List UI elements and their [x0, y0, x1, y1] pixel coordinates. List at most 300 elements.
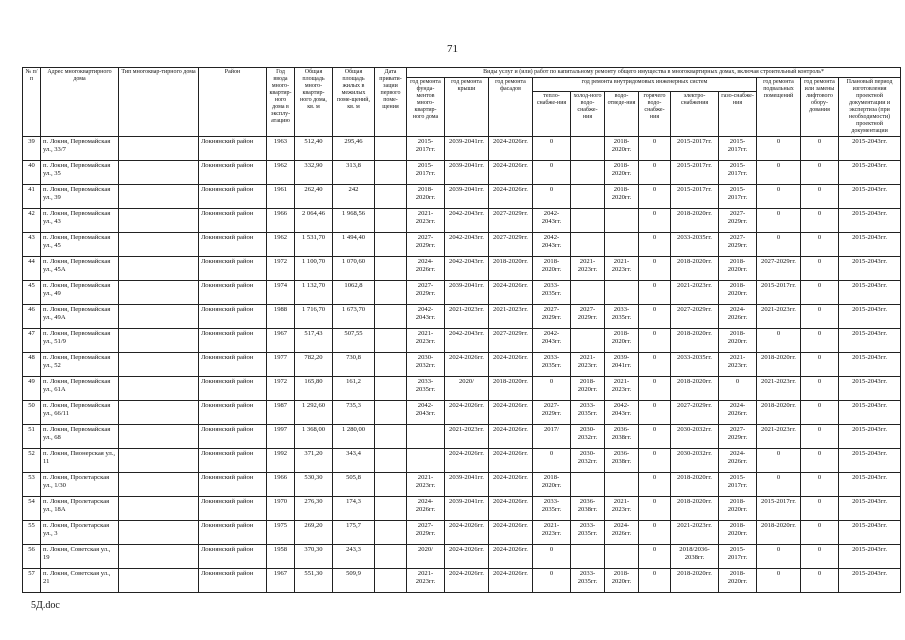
row-heat: 0 [533, 545, 571, 569]
row-district: Локнянский район [199, 329, 267, 353]
table-row [23, 161, 901, 185]
header-internal-systems: год ремонта внутридомовых инженерных систем [533, 78, 757, 92]
row-heat: 0 [533, 161, 571, 185]
row-total-area: 262,40 [295, 185, 333, 209]
row-privatization [375, 257, 407, 281]
row-basement: 2018-2020гг. [757, 521, 801, 545]
row-cold-water: 2021-2023гг. [571, 353, 605, 377]
header-fund-repair: год ремонта фунда-ментов много-квартир-ного дома [407, 78, 445, 137]
row-fund-repair: 2021-2023гг. [407, 473, 445, 497]
row-heat: 0 [533, 185, 571, 209]
table-row [23, 137, 901, 161]
row-address: п. Локня, Первомайская ул., 35 [41, 161, 119, 185]
row-basement: 2021-2023гг. [757, 305, 801, 329]
row-address: п. Локня, Первомайская ул., 39 [41, 185, 119, 209]
row-cold-water [571, 545, 605, 569]
row-gas: 2018-2020гг. [719, 281, 757, 305]
row-roof-repair: 2042-2043гг. [445, 329, 489, 353]
row-district: Локнянский район [199, 473, 267, 497]
row-roof-repair: 2039-2041гг. [445, 473, 489, 497]
row-elevator: 0 [801, 497, 839, 521]
row-drainage: 2018-2020гг. [605, 329, 639, 353]
row-number: 53 [23, 473, 41, 497]
row-basement: 0 [757, 209, 801, 233]
row-elevator: 0 [801, 137, 839, 161]
row-basement: 0 [757, 569, 801, 593]
row-cold-water [571, 161, 605, 185]
row-cold-water [571, 281, 605, 305]
footer-filename: 5Д.doc [31, 600, 60, 611]
row-living-area: 175,7 [333, 521, 375, 545]
header-drainage: водо-отведе-ния [605, 92, 639, 137]
row-hot-water: 0 [639, 353, 671, 377]
table-row [23, 497, 901, 521]
row-facade-repair: 2024-2026гг. [489, 425, 533, 449]
row-drainage: 2021-2023гг. [605, 497, 639, 521]
row-privatization [375, 137, 407, 161]
row-privatization [375, 377, 407, 401]
row-drainage: 2018-2020гг. [605, 137, 639, 161]
row-drainage: 2021-2023гг. [605, 257, 639, 281]
header-cold-water: холод-ного водо-снабже-ния [571, 92, 605, 137]
row-hot-water: 0 [639, 497, 671, 521]
row-basement: 0 [757, 233, 801, 257]
row-living-area: 174,3 [333, 497, 375, 521]
row-living-area: 161,2 [333, 377, 375, 401]
row-number: 45 [23, 281, 41, 305]
row-number: 42 [23, 209, 41, 233]
row-living-area: 343,4 [333, 449, 375, 473]
row-year: 1972 [267, 257, 295, 281]
row-district: Локнянский район [199, 257, 267, 281]
row-electro: 2030-2032гг. [671, 449, 719, 473]
row-fund-repair: 2024-2026гг. [407, 497, 445, 521]
row-hot-water: 0 [639, 473, 671, 497]
row-privatization [375, 281, 407, 305]
row-house-type [119, 233, 199, 257]
row-gas: 2018-2020гг. [719, 329, 757, 353]
row-fund-repair: 2030-2032гг. [407, 353, 445, 377]
row-gas: 2018-2020гг. [719, 521, 757, 545]
row-electro: 2018-2020гг. [671, 257, 719, 281]
row-drainage: 2018-2020гг. [605, 161, 639, 185]
row-gas: 2024-2026гг. [719, 401, 757, 425]
row-year: 1987 [267, 401, 295, 425]
row-district: Локнянский район [199, 353, 267, 377]
row-planned: 2015-2043гг. [839, 353, 901, 377]
row-roof-repair: 2021-2023гг. [445, 305, 489, 329]
row-privatization [375, 545, 407, 569]
row-cold-water: 2030-2032гг. [571, 449, 605, 473]
row-number: 49 [23, 377, 41, 401]
row-number: 56 [23, 545, 41, 569]
page-number: 71 [447, 43, 458, 55]
row-year: 1963 [267, 137, 295, 161]
row-planned: 2015-2043гг. [839, 545, 901, 569]
row-living-area: 243,3 [333, 545, 375, 569]
row-heat: 2018-2020гг. [533, 473, 571, 497]
row-planned: 2015-2043гг. [839, 233, 901, 257]
row-heat: 0 [533, 137, 571, 161]
row-planned: 2015-2043гг. [839, 329, 901, 353]
row-hot-water: 0 [639, 257, 671, 281]
row-year: 1974 [267, 281, 295, 305]
header-district: Район [199, 68, 267, 137]
table-row [23, 449, 901, 473]
row-electro: 2033-2035гг. [671, 233, 719, 257]
row-living-area: 313,8 [333, 161, 375, 185]
row-hot-water: 0 [639, 425, 671, 449]
row-roof-repair: 2042-2043гг. [445, 209, 489, 233]
row-basement: 2027-2029гг. [757, 257, 801, 281]
row-elevator: 0 [801, 209, 839, 233]
row-planned: 2015-2043гг. [839, 137, 901, 161]
row-total-area: 1 368,00 [295, 425, 333, 449]
row-year: 1961 [267, 185, 295, 209]
row-number: 55 [23, 521, 41, 545]
row-year: 1988 [267, 305, 295, 329]
row-cold-water [571, 185, 605, 209]
row-total-area: 332,90 [295, 161, 333, 185]
row-hot-water: 0 [639, 377, 671, 401]
header-heat: тепло-снабже-ния [533, 92, 571, 137]
row-district: Локнянский район [199, 281, 267, 305]
row-fund-repair: 2021-2023гг. [407, 209, 445, 233]
row-basement: 0 [757, 185, 801, 209]
row-electro: 2030-2032гг. [671, 425, 719, 449]
row-cold-water: 2021-2023гг. [571, 257, 605, 281]
row-address: п. Локня, Первомайская ул., 33/7 [41, 137, 119, 161]
row-house-type [119, 425, 199, 449]
row-number: 54 [23, 497, 41, 521]
row-facade-repair: 2024-2026гг. [489, 401, 533, 425]
table-row [23, 377, 901, 401]
row-hot-water: 0 [639, 401, 671, 425]
row-elevator: 0 [801, 449, 839, 473]
row-number: 39 [23, 137, 41, 161]
row-house-type [119, 209, 199, 233]
row-electro: 2021-2023гг. [671, 281, 719, 305]
row-drainage: 2039-2041гг. [605, 353, 639, 377]
row-cold-water: 2036-2038гг. [571, 497, 605, 521]
row-elevator: 0 [801, 257, 839, 281]
row-roof-repair: 2039-2041гг. [445, 281, 489, 305]
row-total-area: 551,30 [295, 569, 333, 593]
row-year: 1966 [267, 473, 295, 497]
row-year: 1977 [267, 353, 295, 377]
row-basement: 0 [757, 545, 801, 569]
row-electro: 2018-2020гг. [671, 209, 719, 233]
row-basement: 0 [757, 161, 801, 185]
row-basement: 0 [757, 449, 801, 473]
row-elevator: 0 [801, 545, 839, 569]
row-elevator: 0 [801, 233, 839, 257]
row-district: Локнянский район [199, 377, 267, 401]
row-fund-repair: 2042-2043гг. [407, 305, 445, 329]
row-number: 41 [23, 185, 41, 209]
row-privatization [375, 209, 407, 233]
row-planned: 2015-2043гг. [839, 281, 901, 305]
row-elevator: 0 [801, 281, 839, 305]
row-planned: 2015-2043гг. [839, 449, 901, 473]
row-privatization [375, 449, 407, 473]
row-total-area: 530,30 [295, 473, 333, 497]
row-number: 40 [23, 161, 41, 185]
row-roof-repair: 2039-2041гг. [445, 137, 489, 161]
row-drainage: 2018-2020гг. [605, 569, 639, 593]
row-electro: 2015-2017гг. [671, 161, 719, 185]
row-gas: 2015-2017гг. [719, 473, 757, 497]
row-basement: 2018-2020гг. [757, 401, 801, 425]
row-facade-repair: 2027-2029гг. [489, 209, 533, 233]
row-district: Локнянский район [199, 521, 267, 545]
row-fund-repair: 2015-2017гг. [407, 137, 445, 161]
row-roof-repair: 2020/ [445, 377, 489, 401]
row-electro: 2015-2017гг. [671, 137, 719, 161]
row-roof-repair: 2039-2041гг. [445, 161, 489, 185]
row-house-type [119, 185, 199, 209]
header-no: № п/п [23, 68, 41, 137]
row-fund-repair: 2018-2020гг. [407, 185, 445, 209]
row-total-area: 2 064,46 [295, 209, 333, 233]
row-total-area: 370,30 [295, 545, 333, 569]
row-electro: 2018-2020гг. [671, 497, 719, 521]
row-district: Локнянский район [199, 209, 267, 233]
row-living-area: 505,8 [333, 473, 375, 497]
row-total-area: 1 292,60 [295, 401, 333, 425]
row-heat: 2027-2029гг. [533, 401, 571, 425]
row-gas: 2015-2017гг. [719, 161, 757, 185]
row-house-type [119, 449, 199, 473]
row-house-type [119, 401, 199, 425]
row-elevator: 0 [801, 185, 839, 209]
row-basement: 0 [757, 473, 801, 497]
row-heat: 2018-2020гг. [533, 257, 571, 281]
header-facade-repair: год ремонта фасадов [489, 78, 533, 137]
row-heat: 2021-2023гг. [533, 521, 571, 545]
row-heat: 0 [533, 449, 571, 473]
row-privatization [375, 473, 407, 497]
row-cold-water: 2033-2035гг. [571, 569, 605, 593]
row-address: п. Локня, Пролетарская ул., 3 [41, 521, 119, 545]
row-heat: 2033-2035гг. [533, 353, 571, 377]
row-fund-repair: 2033-2035гг. [407, 377, 445, 401]
row-electro: 2018-2020гг. [671, 329, 719, 353]
row-fund-repair: 2021-2023гг. [407, 569, 445, 593]
table-row [23, 473, 901, 497]
row-facade-repair: 2024-2026гг. [489, 137, 533, 161]
row-roof-repair: 2024-2026гг. [445, 401, 489, 425]
row-facade-repair: 2027-2029гг. [489, 233, 533, 257]
row-hot-water: 0 [639, 569, 671, 593]
row-house-type [119, 569, 199, 593]
row-cold-water [571, 209, 605, 233]
row-basement: 2018-2020гг. [757, 353, 801, 377]
row-fund-repair: 2027-2029гг. [407, 521, 445, 545]
table-row [23, 233, 901, 257]
row-total-area: 517,43 [295, 329, 333, 353]
row-facade-repair: 2024-2026гг. [489, 185, 533, 209]
row-year: 1967 [267, 569, 295, 593]
row-house-type [119, 521, 199, 545]
row-electro: 2015-2017гг. [671, 185, 719, 209]
row-hot-water: 0 [639, 545, 671, 569]
row-drainage [605, 209, 639, 233]
row-address: п. Локня, Первомайская ул., 68 [41, 425, 119, 449]
row-address: п. Локня, Советская ул., 19 [41, 545, 119, 569]
row-elevator: 0 [801, 329, 839, 353]
row-living-area: 295,46 [333, 137, 375, 161]
row-electro: 2018-2020гг. [671, 473, 719, 497]
row-privatization [375, 161, 407, 185]
row-drainage: 2024-2026гг. [605, 521, 639, 545]
row-living-area: 1 673,70 [333, 305, 375, 329]
row-facade-repair: 2024-2026гг. [489, 449, 533, 473]
table-row [23, 257, 901, 281]
row-electro: 2018-2020гг. [671, 569, 719, 593]
table-row [23, 329, 901, 353]
row-facade-repair: 2027-2029гг. [489, 329, 533, 353]
row-planned: 2015-2043гг. [839, 161, 901, 185]
row-privatization [375, 425, 407, 449]
row-facade-repair: 2024-2026гг. [489, 545, 533, 569]
row-gas: 2015-2017гг. [719, 545, 757, 569]
row-district: Локнянский район [199, 305, 267, 329]
row-planned: 2015-2043гг. [839, 257, 901, 281]
table-row [23, 185, 901, 209]
row-district: Локнянский район [199, 425, 267, 449]
row-basement: 2021-2023гг. [757, 425, 801, 449]
row-electro: 2021-2023гг. [671, 521, 719, 545]
row-fund-repair [407, 425, 445, 449]
row-year: 1992 [267, 449, 295, 473]
row-total-area: 1 531,70 [295, 233, 333, 257]
row-roof-repair: 2024-2026гг. [445, 449, 489, 473]
table-row [23, 521, 901, 545]
row-elevator: 0 [801, 425, 839, 449]
row-heat: 0 [533, 377, 571, 401]
row-drainage [605, 473, 639, 497]
table-row [23, 353, 901, 377]
row-total-area: 512,40 [295, 137, 333, 161]
row-year: 1972 [267, 377, 295, 401]
row-gas: 2015-2017гг. [719, 185, 757, 209]
row-year: 1970 [267, 497, 295, 521]
header-year: Год ввода много-квартир-ного дома в эксплу-атацию [267, 68, 295, 137]
row-fund-repair: 2024-2026гг. [407, 257, 445, 281]
row-fund-repair: 2027-2029гг. [407, 281, 445, 305]
row-living-area: 1 280,00 [333, 425, 375, 449]
row-house-type [119, 353, 199, 377]
row-year: 1962 [267, 161, 295, 185]
row-fund-repair: 2042-2043гг. [407, 401, 445, 425]
row-electro: 2033-2035гг. [671, 353, 719, 377]
row-living-area: 1 968,56 [333, 209, 375, 233]
row-facade-repair: 2024-2026гг. [489, 521, 533, 545]
row-district: Локнянский район [199, 161, 267, 185]
row-living-area: 1 494,40 [333, 233, 375, 257]
row-gas: 2027-2029гг. [719, 425, 757, 449]
row-electro: 2018/2036-2038гг. [671, 545, 719, 569]
row-living-area: 507,55 [333, 329, 375, 353]
row-number: 48 [23, 353, 41, 377]
header-gas: газо-снабже-ния [719, 92, 757, 137]
row-house-type [119, 257, 199, 281]
row-address: п. Локня, Первомайская ул., 61А [41, 377, 119, 401]
row-house-type [119, 377, 199, 401]
row-house-type [119, 281, 199, 305]
row-privatization [375, 521, 407, 545]
row-number: 46 [23, 305, 41, 329]
row-heat: 2033-2035гг. [533, 497, 571, 521]
row-heat: 2017/ [533, 425, 571, 449]
row-planned: 2015-2043гг. [839, 401, 901, 425]
row-house-type [119, 329, 199, 353]
row-district: Локнянский район [199, 137, 267, 161]
row-planned: 2015-2043гг. [839, 569, 901, 593]
capital-repair-table [22, 67, 901, 593]
row-roof-repair: 2024-2026гг. [445, 353, 489, 377]
row-roof-repair: 2021-2023гг. [445, 425, 489, 449]
row-planned: 2015-2043гг. [839, 185, 901, 209]
row-address: п. Локня, Советская ул., 21 [41, 569, 119, 593]
table-row [23, 401, 901, 425]
header-address: Адрес многоквартирного дома [41, 68, 119, 137]
row-address: п. Локня, Первомайская ул., 45А [41, 257, 119, 281]
row-basement: 2015-2017гг. [757, 497, 801, 521]
row-electro: 2018-2020гг. [671, 377, 719, 401]
row-address: п. Локня, Первомайская ул., 45 [41, 233, 119, 257]
row-facade-repair: 2024-2026гг. [489, 497, 533, 521]
row-planned: 2015-2043гг. [839, 209, 901, 233]
row-living-area: 1 070,60 [333, 257, 375, 281]
header-living-area: Общая площадь жилых в межилых поме-щений, кв. м [333, 68, 375, 137]
row-district: Локнянский район [199, 401, 267, 425]
row-elevator: 0 [801, 161, 839, 185]
row-total-area: 1 100,70 [295, 257, 333, 281]
row-hot-water: 0 [639, 305, 671, 329]
table-row [23, 209, 901, 233]
row-gas: 2027-2029гг. [719, 209, 757, 233]
header-elevator: год ремонта или замены лифтового обору-дования [801, 78, 839, 137]
row-elevator: 0 [801, 377, 839, 401]
row-house-type [119, 161, 199, 185]
row-drainage: 2036-2038гг. [605, 449, 639, 473]
row-total-area: 269,20 [295, 521, 333, 545]
row-gas: 2018-2020гг. [719, 569, 757, 593]
row-living-area: 509,9 [333, 569, 375, 593]
row-district: Локнянский район [199, 545, 267, 569]
row-gas: 2027-2029гг. [719, 233, 757, 257]
row-address: п. Локня, Пионерская ул., 11 [41, 449, 119, 473]
header-electro: электро-снабжения [671, 92, 719, 137]
row-gas: 2024-2026гг. [719, 305, 757, 329]
row-privatization [375, 185, 407, 209]
row-hot-water: 0 [639, 185, 671, 209]
row-fund-repair [407, 449, 445, 473]
row-district: Локнянский район [199, 497, 267, 521]
row-planned: 2015-2043гг. [839, 377, 901, 401]
header-roof-repair: год ремонта крыши [445, 78, 489, 137]
row-address: п. Локня, Первомайская ул., 49 [41, 281, 119, 305]
row-facade-repair: 2024-2026гг. [489, 161, 533, 185]
row-year: 1966 [267, 209, 295, 233]
row-drainage [605, 281, 639, 305]
row-gas: 2018-2020гг. [719, 257, 757, 281]
row-house-type [119, 137, 199, 161]
row-number: 52 [23, 449, 41, 473]
row-cold-water [571, 329, 605, 353]
